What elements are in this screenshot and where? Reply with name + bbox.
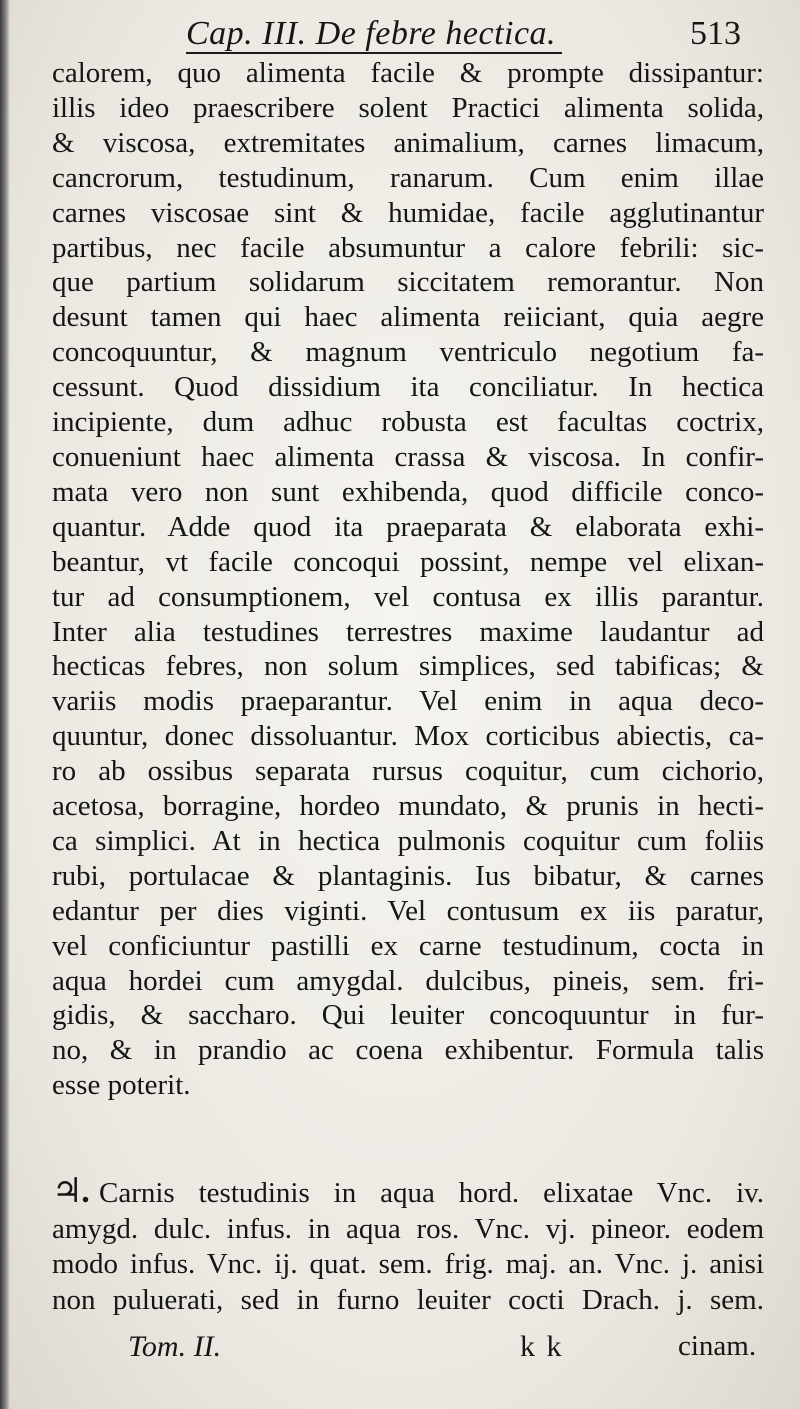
text-line: tur ad consumptionem, vel contusa ex illis parantur. (52, 580, 764, 613)
volume-label: Tom. II. (128, 1330, 222, 1363)
text-line: desunt tamen qui haec alimenta reiiciant, quia aegre (52, 301, 764, 334)
text-line: ro ab ossibus separata rursus coquitur, cum cichorio, (52, 755, 764, 788)
text-line: ca simplici. At in hectica pulmonis coquitur cum foliis (52, 824, 764, 857)
text-line: calorem, quo alimenta facile & prompte dissipantur: (52, 57, 764, 89)
prescription-line: amygd. dulc. infus. in aqua ros. Vnc. vj. pineor. eodem (52, 1212, 764, 1245)
body-text (52, 56, 764, 1103)
text-line: conueniunt haec alimenta crassa & viscosa. In confir- (52, 440, 764, 473)
text-line: vel conficiuntur pastilli ex carne testudinum, cocta in (52, 929, 764, 962)
page-header (0, 14, 800, 54)
text-line: cancrorum, testudinum, ranarum. Cum enim illae (52, 161, 764, 194)
catchword: cinam. (678, 1330, 757, 1362)
page-gutter-shadow (0, 0, 10, 1409)
page-number: 513 (690, 15, 741, 52)
text-line: Inter alia testudines terrestres maxime laudantur ad (52, 615, 764, 648)
text-line: & viscosa, extremitates animalium, carnes limacum, (52, 126, 764, 159)
prescription-line: modo infus. Vnc. ij. quat. sem. frig. maj. an. Vnc. j. anisi (52, 1248, 764, 1280)
prescription-line (52, 1174, 764, 1212)
text-line: hecticas febres, non solum simplices, sed tabificas; & (52, 650, 764, 683)
text-line: carnes viscosae sint & humidae, facile agglutinantur (52, 196, 764, 229)
prescription-formula (52, 1174, 764, 1318)
text-line: incipiente, dum adhuc robusta est facultas coctrix, (52, 406, 764, 439)
prescription-line-text: Carnis testudinis in aqua hord. elixatae Vnc. iv. (98, 1177, 764, 1209)
text-line: quantur. Adde quod ita praeparata & elaborata exhi- (52, 510, 764, 543)
text-line: quuntur, donec dissoluantur. Mox corticibus abiectis, ca- (52, 720, 764, 753)
text-line: cessunt. Quod dissidium ita conciliatur. In hectica (52, 371, 764, 404)
text-line: rubi, portulacae & plantaginis. Ius bibatur, & carnes (52, 859, 764, 892)
text-line: concoquuntur, & magnum ventriculo negotium fa- (52, 336, 764, 369)
signature-mark: k k (520, 1330, 564, 1363)
page-footer (0, 1330, 800, 1370)
prescription-line: non puluerati, sed in furno leuiter cocti Drach. j. sem. (52, 1283, 764, 1316)
text-line: aqua hordei cum amygdal. dulcibus, pineis, sem. fri- (52, 964, 764, 997)
recipe-symbol: ♃. (52, 1174, 91, 1210)
text-line: gidis, & saccharo. Qui leuiter concoquuntur in fur- (52, 999, 764, 1032)
text-line: beantur, vt facile concoqui possint, nempe vel elixan- (52, 545, 764, 578)
running-head: Cap. III. De febre hectica. (186, 16, 562, 54)
text-line: mata vero non sunt exhibenda, quod difficile conco- (52, 475, 764, 508)
text-line: edantur per dies viginti. Vel contusum ex iis paratur, (52, 894, 764, 927)
text-line: esse poterit. (52, 1069, 191, 1102)
text-line: que partium solidarum siccitatem remorantur. Non (52, 266, 764, 299)
text-line: acetosa, borragine, hordeo mundato, & prunis in hecti- (52, 790, 764, 823)
text-line: partibus, nec facile absumuntur a calore febrili: sic- (52, 231, 764, 264)
text-line: illis ideo praescribere solent Practici alimenta solida, (52, 91, 764, 124)
text-line: variis modis praeparantur. Vel enim in aqua deco- (52, 685, 764, 718)
text-line: no, & in prandio ac coena exhibentur. Formula talis (52, 1034, 764, 1067)
